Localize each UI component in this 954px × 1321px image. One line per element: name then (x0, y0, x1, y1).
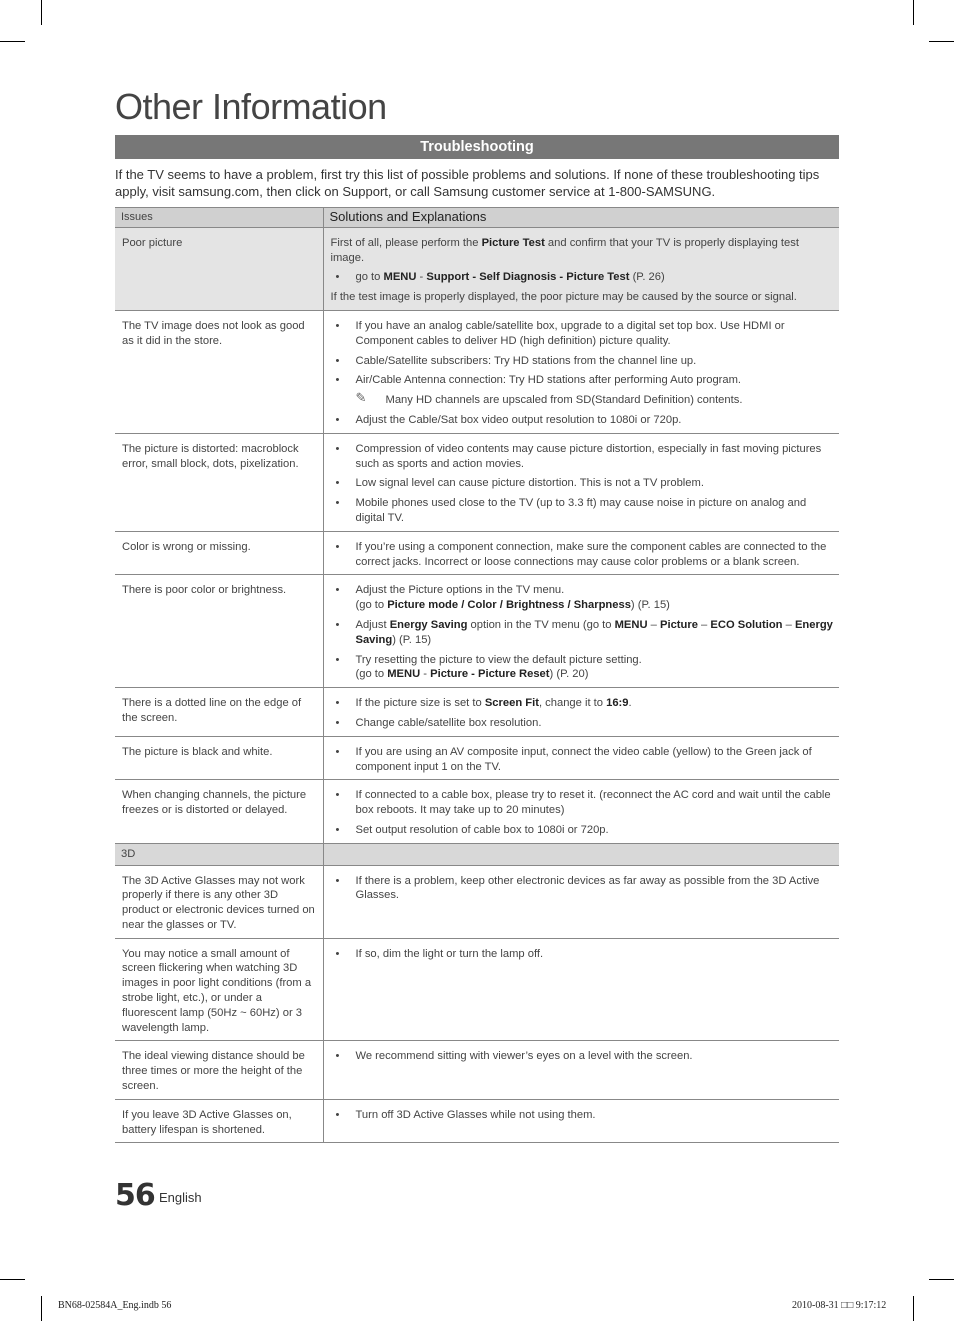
solution-bullet: • If there is a problem, keep other electronic devices as far away as possible from the 3D Active Glasses. (331, 874, 834, 904)
solution-text: If the test image is properly displayed, the poor picture may be caused by the source or signal. (330, 291, 797, 304)
issue-cell: There is a dotted line on the edge of the screen. (115, 688, 323, 737)
solution-bullet: • Try resetting the picture to view the default picture setting. (go to MENU - Picture - Picture Reset) (P. 20) (331, 653, 834, 683)
table-row (115, 736, 839, 780)
crop-mark (0, 41, 25, 42)
issue-cell: The TV image does not look as good as it did in the store. (115, 310, 323, 433)
section-header: Troubleshooting (115, 135, 839, 159)
solution-cell (323, 1099, 839, 1143)
subsection-label: 3D (115, 843, 323, 865)
print-file-info: BN68-02584A_Eng.indb 56 (58, 1300, 172, 1311)
solution-cell (323, 531, 839, 575)
solution-cell (323, 227, 839, 310)
solution-cell (323, 780, 839, 843)
crop-mark (41, 0, 42, 25)
table-header-row (115, 208, 839, 228)
solution-bullet: • Cable/Satellite subscribers: Try HD stations from the channel line up. (331, 354, 834, 369)
table-row (115, 227, 839, 310)
issues-header: Issues (115, 208, 323, 228)
crop-mark (913, 1296, 914, 1321)
subsection-empty-cell (323, 843, 839, 865)
solution-bullet: • If you’re using a component connection, make sure the component cables are connected to the correct jacks. Incorrect or loose connections may cause color problems or a blank screen. (331, 540, 834, 570)
table-row (115, 310, 839, 433)
intro-paragraph: If the TV seems to have a problem, first try this list of possible problems and solutions. If none of these troubleshooting tips apply, visit samsung.com, then click on Support, or call Samsung customer service at 1-800-SAMSUNG. (115, 167, 820, 199)
page-number: 56 (115, 1178, 155, 1213)
table-row (115, 1099, 839, 1143)
solution-bullet: • If connected to a cable box, please try to reset it. (reconnect the AC cord and wait until the cable box reboots. It may take up to 20 minutes) (331, 788, 834, 818)
solution-bullet: • Low signal level can cause picture distortion. This is not a TV problem. (331, 476, 834, 491)
table-row (115, 688, 839, 737)
solution-cell (323, 310, 839, 433)
solution-bullet: • Mobile phones used close to the TV (up to 3.3 ft) may cause noise in picture on analog and digital TV. (331, 496, 834, 526)
table-row (115, 531, 839, 575)
solution-cell (323, 433, 839, 531)
solution-bullet: • If you have an analog cable/satellite box, upgrade to a digital set top box. Use HDMI or Component cables to deliver HD (high definition) picture quality. (331, 319, 834, 349)
troubleshooting-table (115, 207, 839, 1143)
solution-cell (323, 865, 839, 938)
solution-cell (323, 938, 839, 1041)
solution-bullet: • Set output resolution of cable box to 1080i or 720p. (331, 823, 834, 838)
page-language: English (159, 1190, 202, 1205)
solution-bullet: • go to MENU - Support - Self Diagnosis - Picture Test (P. 26) (331, 270, 834, 285)
subsection-row-3d (115, 843, 839, 865)
crop-mark (913, 0, 914, 25)
solution-bullet: • Adjust the Picture options in the TV menu. (go to Picture mode / Color / Brightness / Sharpness) (P. 15) (331, 583, 834, 613)
solution-bullet: • If so, dim the light or turn the lamp off. (331, 947, 834, 962)
issue-cell: Color is wrong or missing. (115, 531, 323, 575)
solution-note: ✎ Many HD channels are upscaled from SD(Standard Definition) contents. (355, 390, 743, 407)
table-row (115, 575, 839, 688)
solution-bullet: • Change cable/satellite box resolution. (331, 716, 834, 731)
page-title: Other Information (115, 86, 387, 127)
table-row (115, 1041, 839, 1099)
issue-cell: There is poor color or brightness. (115, 575, 323, 688)
issue-cell: The picture is black and white. (115, 736, 323, 780)
issue-cell: You may notice a small amount of screen flickering when watching 3D images in poor light conditions (from a strobe light, etc.), or under a fluorescent lamp (50Hz ~ 60Hz) or 3 wavelength lamp. (115, 938, 323, 1041)
solution-cell (323, 736, 839, 780)
issue-cell: The picture is distorted: macroblock error, small block, dots, pixelization. (115, 433, 323, 531)
solution-cell (323, 1041, 839, 1099)
solution-bullet: • If you are using an AV composite input, connect the video cable (yellow) to the Green jack of component input 1 on the TV. (331, 745, 834, 775)
issue-cell: Poor picture (115, 227, 323, 310)
table-row (115, 865, 839, 938)
crop-mark (929, 41, 954, 42)
solution-bullet: • If the picture size is set to Screen Fit, change it to 16:9. (331, 696, 834, 711)
table-row (115, 433, 839, 531)
table-row (115, 938, 839, 1041)
solution-bullet: • We recommend sitting with viewer’s eyes on a level with the screen. (331, 1049, 834, 1064)
note-icon: ✎ (355, 390, 367, 406)
solutions-header: Solutions and Explanations (323, 208, 839, 228)
solution-bullet: • Adjust the Cable/Sat box video output resolution to 1080i or 720p. (331, 413, 834, 428)
print-date-info: 2010-08-31 □□ 9:17:12 (792, 1300, 887, 1311)
crop-mark (41, 1296, 42, 1321)
table-row (115, 780, 839, 843)
solution-cell (323, 575, 839, 688)
solution-bullet: • Compression of video contents may cause picture distortion, especially in fast moving pictures such as sports and action movies. (331, 442, 834, 472)
issue-cell: The 3D Active Glasses may not work properly if there is any other 3D product or electronic devices turned on near the glasses or TV. (115, 865, 323, 938)
solution-cell (323, 688, 839, 737)
solution-bullet: • Turn off 3D Active Glasses while not using them. (331, 1108, 834, 1123)
crop-mark (0, 1279, 25, 1280)
issue-cell: If you leave 3D Active Glasses on, battery lifespan is shortened. (115, 1099, 323, 1143)
issue-cell: The ideal viewing distance should be three times or more the height of the screen. (115, 1041, 323, 1099)
solution-text: First of all, please perform the Picture Test and confirm that your TV is properly displaying test image. (330, 236, 799, 264)
crop-mark (929, 1279, 954, 1280)
solution-bullet: • Adjust Energy Saving option in the TV menu (go to MENU – Picture – ECO Solution – Energy Saving) (P. 15) (331, 618, 834, 648)
solution-bullet: • Air/Cable Antenna connection: Try HD stations after performing Auto program. (331, 373, 834, 388)
issue-cell: When changing channels, the picture freezes or is distorted or delayed. (115, 780, 323, 843)
